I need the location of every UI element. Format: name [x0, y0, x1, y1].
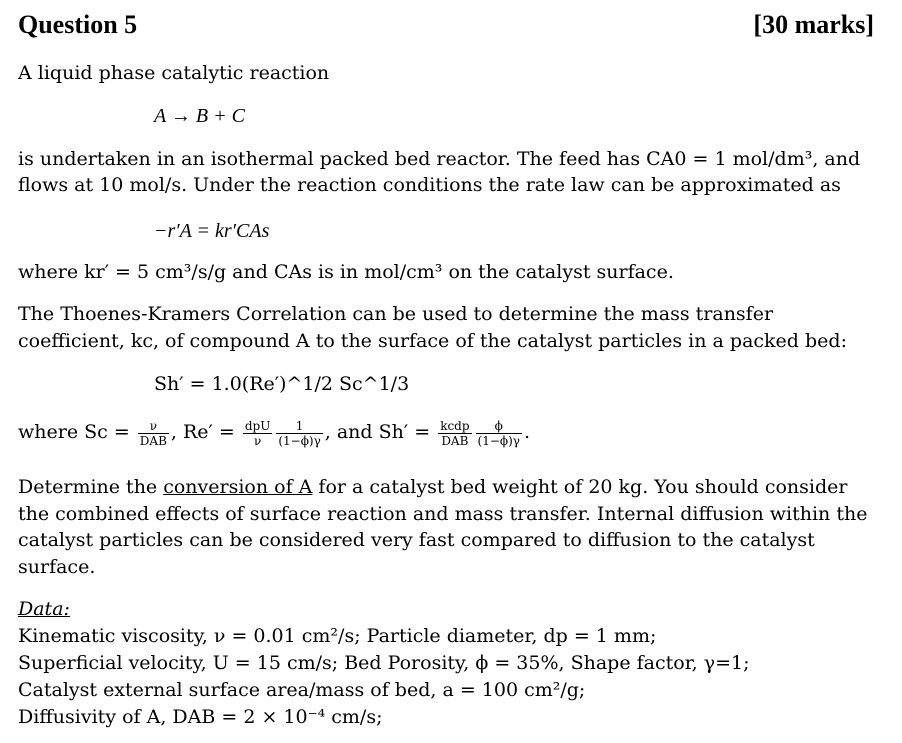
paragraph-2-line-1: The Thoenes-Kramers Correlation can be used to determine the mass transfer	[18, 303, 774, 325]
task-line-4: surface.	[18, 556, 96, 578]
intro-text: A liquid phase catalytic reaction	[18, 62, 330, 84]
question-title: Question 5	[18, 10, 138, 39]
task-line-2: the combined effects of surface reaction and mass transfer. Internal diffusion within the	[18, 503, 868, 525]
rate-law-equation: −r′A = kr′CAs	[154, 220, 270, 242]
paragraph-1-line-2: flows at 10 mol/s. Under the reaction conditions the rate law can be approximated as	[18, 174, 841, 196]
re-numerator-2: 1	[276, 419, 322, 434]
re-denominator-2: (1−ϕ)γ	[278, 433, 321, 448]
reaction-equation: A → B + C	[154, 105, 245, 127]
paragraph-1-line-1: is undertaken in an isothermal packed bed reactor. The feed has CA0 = 1 mol/dm³, and	[18, 148, 861, 170]
re-numerator-1: dpU	[244, 418, 271, 433]
task-line-1-post: for a catalyst bed weight of 20 kg. You should consider	[312, 476, 848, 498]
sh-denominator-2: (1−ϕ)γ	[477, 433, 520, 448]
sh-label: Sh′ =	[378, 421, 431, 443]
sh-fraction-2	[476, 419, 522, 448]
re-label: , Re′ =	[170, 421, 235, 443]
data-item: Kinematic viscosity, ν = 0.01 cm²/s; Particle diameter, dp = 1 mm;	[18, 625, 657, 647]
sh-denominator-1: DAB	[441, 433, 469, 448]
conversion-of-a-underlined: conversion of A	[163, 476, 313, 498]
task-line-3: catalyst particles can be considered very fast compared to diffusion to the catalyst	[18, 529, 815, 551]
data-item: Diffusivity of A, DAB = 2 × 10⁻⁴ cm/s;	[18, 706, 383, 728]
re-fraction-1	[243, 419, 272, 448]
where-label: where	[18, 421, 79, 443]
rate-constant-definition: where kr′ = 5 cm³/s/g and CAs is in mol/cm³ on the catalyst surface.	[18, 261, 674, 283]
re-fraction-2	[276, 419, 322, 448]
question-marks: [30 marks]	[753, 10, 874, 39]
sc-fraction	[138, 419, 169, 448]
data-title: Data:	[18, 598, 70, 620]
sh-numerator-2: ϕ	[476, 419, 522, 434]
definitions-end: .	[523, 421, 530, 443]
paragraph-2-line-2: coefficient, kc, of compound A to the surface of the catalyst particles in a packed bed:	[18, 330, 847, 352]
and-label: , and	[324, 421, 373, 443]
data-item: Catalyst external surface area/mass of bed, a = 100 cm²/g;	[18, 679, 586, 701]
sc-denominator: DAB	[139, 433, 167, 448]
sh-numerator-1: kcdp	[440, 418, 470, 433]
task-line-1	[18, 474, 847, 500]
correlation-equation: Sh′ = 1.0(Re′)^1/2 Sc^1/3	[154, 373, 410, 395]
sc-label: Sc =	[84, 421, 130, 443]
sh-fraction-1	[438, 419, 471, 448]
re-denominator-1: ν	[253, 433, 262, 448]
sc-numerator: ν	[138, 419, 169, 434]
task-line-1-pre: Determine the	[18, 476, 164, 498]
data-item: Superficial velocity, U = 15 cm/s; Bed Porosity, ϕ = 35%, Shape factor, γ=1;	[18, 652, 750, 674]
dimensionless-definitions	[18, 416, 530, 448]
